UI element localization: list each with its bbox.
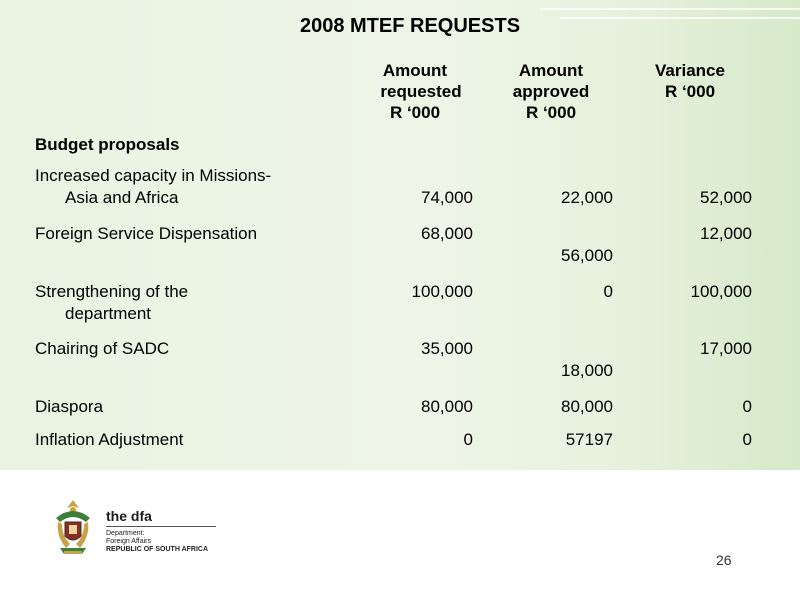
table-row-label: Chairing of SADC xyxy=(35,339,170,358)
country-name: REPUBLIC OF SOUTH AFRICA xyxy=(106,546,209,553)
dept-label: Department: xyxy=(106,530,145,537)
table-cell-approved: 0 xyxy=(603,282,613,301)
table-cell-approved: 57197 xyxy=(565,430,613,449)
table-cell-variance: 0 xyxy=(742,397,752,416)
table-cell-approved: 18,000 xyxy=(561,361,613,380)
table-row-label: Foreign Service Dispensation xyxy=(35,224,258,243)
table-cell-variance: 12,000 xyxy=(700,224,752,243)
page-number: 26 xyxy=(716,552,732,568)
table-cell-approved: 80,000 xyxy=(561,397,613,416)
divider xyxy=(106,526,216,527)
table-cell-requested: 35,000 xyxy=(421,339,473,358)
table-row-label: Strengthening of the department xyxy=(35,282,189,323)
table-cell-requested: 100,000 xyxy=(411,282,473,301)
table-row-label: Increased capacity in Missions- Asia and Africa xyxy=(35,166,272,207)
header-amount-approved: Amount approved R ‘000 xyxy=(512,61,590,122)
table-cell-requested: 68,000 xyxy=(421,224,473,243)
table-cell-variance: 17,000 xyxy=(700,339,752,358)
table-cell-requested: 0 xyxy=(463,430,473,449)
table-cell-approved: 56,000 xyxy=(561,246,613,265)
slide-title: 2008 MTEF REQUESTS xyxy=(299,15,521,37)
decorative-stripe xyxy=(540,8,800,10)
south-africa-coat-of-arms-icon xyxy=(52,496,94,556)
dfa-brand-logo: the dfa xyxy=(106,508,152,524)
table-row-label: Diaspora xyxy=(35,397,104,416)
table-cell-variance: 0 xyxy=(742,430,752,449)
table-cell-requested: 74,000 xyxy=(421,188,473,207)
header-amount-requested: Amount requested R ‘000 xyxy=(380,61,462,122)
dept-name: Foreign Affairs xyxy=(106,538,152,545)
table-cell-requested: 80,000 xyxy=(421,397,473,416)
header-variance: Variance R ‘000 xyxy=(655,61,725,101)
section-label: Budget proposals xyxy=(35,135,180,154)
table-cell-variance: 100,000 xyxy=(690,282,752,301)
table-row-label: Inflation Adjustment xyxy=(35,430,184,449)
table-cell-approved: 22,000 xyxy=(561,188,613,207)
table-cell-variance: 52,000 xyxy=(700,188,752,207)
